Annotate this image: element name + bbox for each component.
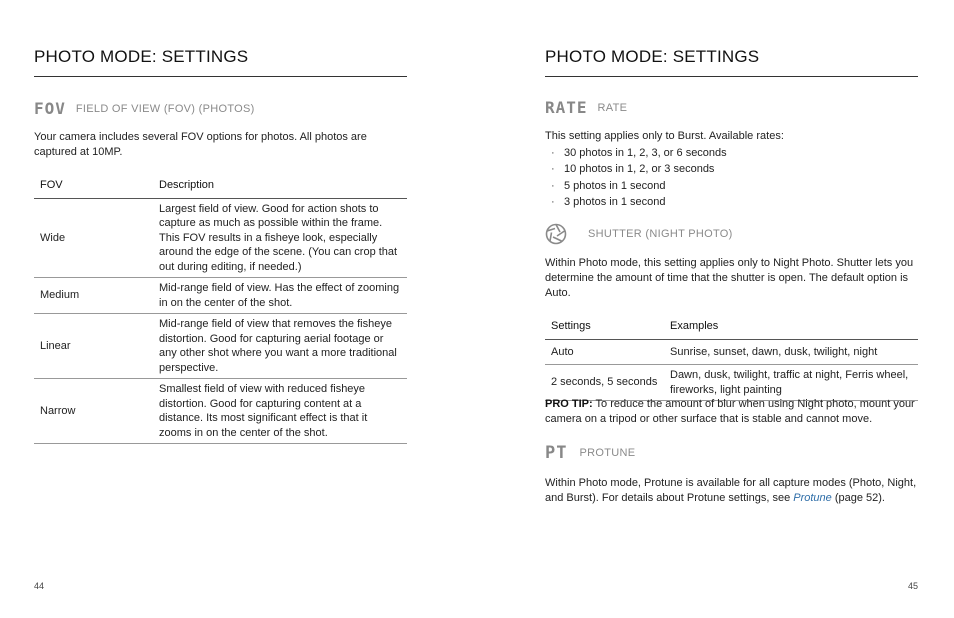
table-row bbox=[34, 314, 407, 379]
fov-section-header bbox=[34, 99, 255, 118]
protune-icon: PT bbox=[545, 443, 568, 463]
list-item: · 30 photos in 1, 2, 3, or 6 seconds bbox=[545, 145, 727, 161]
list-item: · 10 photos in 1, 2, or 3 seconds bbox=[545, 161, 727, 177]
fov-name: Medium bbox=[34, 278, 153, 314]
fov-table bbox=[34, 174, 407, 444]
fov-description: Largest field of view. Good for action shots to capture as much as possible within the frame. This FOV results in a fisheye look, especially around the edge of the scene. (You can crop that out during editing, if needed.) bbox=[153, 198, 407, 278]
pro-tip bbox=[545, 397, 918, 427]
fov-description: Mid-range field of view. Has the effect of zooming in on the center of the shot. bbox=[153, 278, 407, 314]
page-number: 44 bbox=[34, 581, 45, 591]
shutter-example: Dawn, dusk, twilight, traffic at night, Ferris wheel, fireworks, light painting bbox=[664, 365, 918, 401]
fov-name: Wide bbox=[34, 198, 153, 278]
title-divider bbox=[34, 76, 407, 77]
table-row bbox=[545, 339, 918, 365]
table-row bbox=[34, 198, 407, 278]
protune-text-after: (page 52). bbox=[831, 492, 885, 504]
fov-intro: Your camera includes several FOV options for photos. All photos are captured at 10MP. bbox=[34, 131, 367, 158]
table-row bbox=[34, 379, 407, 444]
protune-text bbox=[545, 476, 918, 506]
table-header-row bbox=[34, 174, 407, 198]
fov-description: Smallest field of view with reduced fisheye distortion. Good for capturing content at a distance. Its most significant effect is that it zooms in on the center of the shot. bbox=[153, 379, 407, 444]
title-divider bbox=[545, 76, 918, 77]
fov-name: Narrow bbox=[34, 379, 153, 444]
table-header-fov: FOV bbox=[34, 174, 153, 198]
shutter-setting: Auto bbox=[545, 339, 664, 365]
shutter-section-label: SHUTTER (NIGHT PHOTO) bbox=[588, 228, 733, 240]
fov-icon: FOV bbox=[34, 99, 66, 118]
shutter-setting: 2 seconds, 5 seconds bbox=[545, 365, 664, 401]
shutter-intro: Within Photo mode, this setting applies only to Night Photo. Shutter lets you determine the amount of time that the shutter is open. The default option is Auto. bbox=[545, 257, 914, 299]
table-header-description: Description bbox=[153, 174, 407, 198]
protune-section-label: PROTUNE bbox=[579, 447, 636, 459]
rate-section-label: RATE bbox=[597, 101, 628, 114]
shutter-example: Sunrise, sunset, dawn, dusk, twilight, night bbox=[664, 339, 918, 365]
shutter-table bbox=[545, 315, 918, 401]
pro-tip-label: PRO TIP: bbox=[545, 398, 593, 410]
page-number: 45 bbox=[907, 581, 918, 591]
fov-name: Linear bbox=[34, 314, 153, 379]
page-title: PHOTO MODE: SETTINGS bbox=[34, 47, 249, 66]
shutter-section-header bbox=[545, 223, 733, 245]
rate-icon: RATE bbox=[545, 98, 588, 117]
rate-intro: This setting applies only to Burst. Available rates: bbox=[545, 130, 784, 142]
list-item: · 5 photos in 1 second bbox=[545, 178, 727, 194]
list-item: · 3 photos in 1 second bbox=[545, 194, 727, 210]
table-row bbox=[34, 278, 407, 314]
pro-tip-text: To reduce the amount of blur when using Night photo, mount your camera on a tripod or other surface that is stable and cannot move. bbox=[545, 398, 915, 425]
table-row bbox=[545, 365, 918, 401]
table-header-settings: Settings bbox=[545, 315, 664, 339]
rate-list bbox=[545, 145, 727, 210]
fov-section-label: FIELD OF VIEW (FOV) (PHOTOS) bbox=[75, 102, 255, 115]
fov-description: Mid-range field of view that removes the fisheye distortion. Good for capturing aerial footage or any other shot where you want a more traditional perspective. bbox=[153, 314, 407, 379]
table-header-examples: Examples bbox=[664, 315, 918, 339]
table-header-row bbox=[545, 315, 918, 339]
shutter-aperture-icon bbox=[545, 223, 567, 245]
page-title: PHOTO MODE: SETTINGS bbox=[545, 47, 760, 66]
protune-text-before: Within Photo mode, Protune is available for all capture modes (Photo, Night, and Burst). For details about Protune settings, see bbox=[545, 477, 917, 504]
protune-link[interactable]: Protune bbox=[793, 492, 832, 504]
protune-section-header bbox=[545, 443, 635, 463]
rate-section-header bbox=[545, 98, 627, 117]
